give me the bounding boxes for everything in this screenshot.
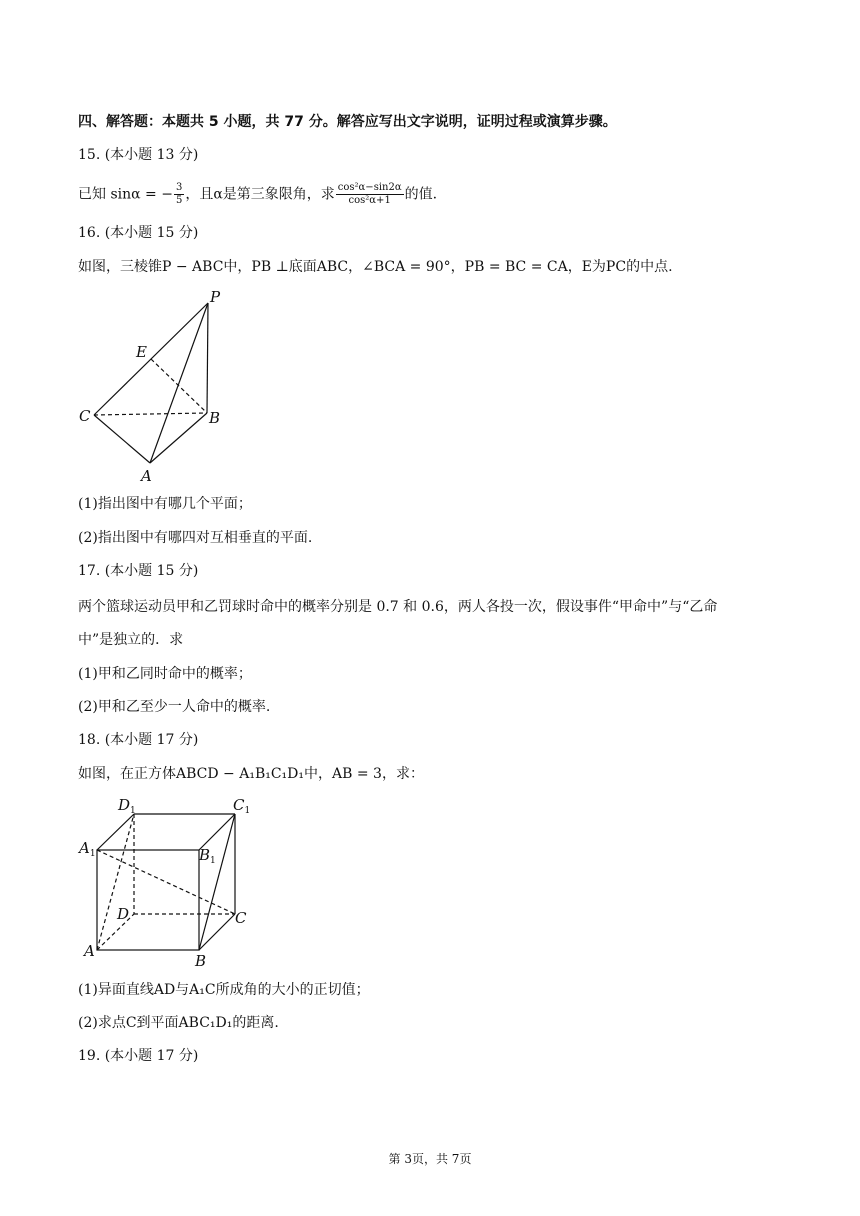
label-b: B — [195, 952, 207, 970]
label-a1: $A_1$ — [79, 839, 96, 859]
edge-bc1 — [199, 814, 235, 950]
q18-part2: (2)求点C到平面ABC₁D₁的距离. — [78, 1015, 279, 1031]
edge-bc — [199, 914, 235, 950]
q16-part1: (1)指出图中有哪几个平面； — [78, 496, 252, 512]
q17-part1: (1)甲和乙同时命中的概率； — [78, 666, 252, 682]
edge-ca — [94, 415, 150, 463]
q15-text-a: 已知 sinα = − — [78, 186, 173, 203]
label-d1: $D_1$ — [118, 796, 136, 816]
label-p: P — [210, 288, 221, 306]
q15-text-c: 的值. — [404, 186, 438, 203]
q15-frac-num: 3 — [175, 182, 183, 193]
edge-eb-hidden — [151, 359, 207, 413]
label-b: B — [209, 409, 221, 427]
label-a: A — [141, 467, 152, 485]
q17-stem-line1: 两个篮球运动员甲和乙罚球时命中的概率分别是 0.7 和 0.6，两人各投一次，假设事件“甲命中”与“乙命 — [78, 599, 718, 615]
edge-b1c1 — [199, 814, 235, 850]
q17-header: 17. (本小题 15 分) — [78, 563, 199, 579]
q18-header: 18. (本小题 17 分) — [78, 732, 199, 748]
cube-figure — [70, 790, 270, 970]
edge-pb — [207, 303, 208, 413]
label-c: C — [79, 407, 91, 425]
q16-stem: 如图，三棱锥P − ABC中，PB ⊥底面ABC，∠BCA = 90°，PB = BC = CA，E为PC的中点. — [78, 259, 673, 275]
label-d: D — [117, 905, 130, 923]
q15-expression — [336, 182, 404, 207]
edge-cb-hidden — [94, 413, 207, 415]
q17-part2: (2)甲和乙至少一人命中的概率. — [78, 699, 271, 715]
q18-part1: (1)异面直线AD与A₁C所成角的大小的正切值； — [78, 982, 370, 998]
label-a: A — [84, 942, 95, 960]
q18-stem: 如图，在正方体ABCD − A₁B₁C₁D₁中，AB = 3，求： — [78, 766, 424, 782]
q15-fraction — [174, 182, 184, 207]
q15-text-b: ，且α是第三象限角，求 — [185, 186, 335, 203]
q15-header: 15. (本小题 13 分) — [78, 147, 199, 163]
pyramid-figure — [70, 285, 240, 485]
q15-expr-num: cos²α−sin2α — [337, 182, 402, 193]
q17-stem-line2: 中”是独立的．求 — [78, 632, 184, 648]
edge-pa — [150, 303, 208, 463]
edge-a1d1 — [97, 814, 134, 850]
label-b1: $B_1$ — [199, 846, 216, 866]
q15-expr-den: cos²α+1 — [348, 195, 391, 206]
label-e: E — [136, 343, 147, 361]
q15-stem — [78, 182, 437, 207]
q15-frac-den: 5 — [175, 195, 183, 206]
q16-header: 16. (本小题 15 分) — [78, 225, 199, 241]
label-c: C — [235, 909, 247, 927]
page-footer: 第 3页，共 7页 — [388, 1152, 472, 1166]
label-c1: $C_1$ — [233, 796, 251, 816]
edge-ad1-hidden — [97, 814, 134, 950]
section-heading: 四、解答题：本题共 5 小题，共 77 分。解答应写出文字说明，证明过程或演算步骤。 — [78, 114, 617, 130]
q16-part2: (2)指出图中有哪四对互相垂直的平面. — [78, 530, 313, 546]
q19-header: 19. (本小题 17 分) — [78, 1048, 199, 1064]
